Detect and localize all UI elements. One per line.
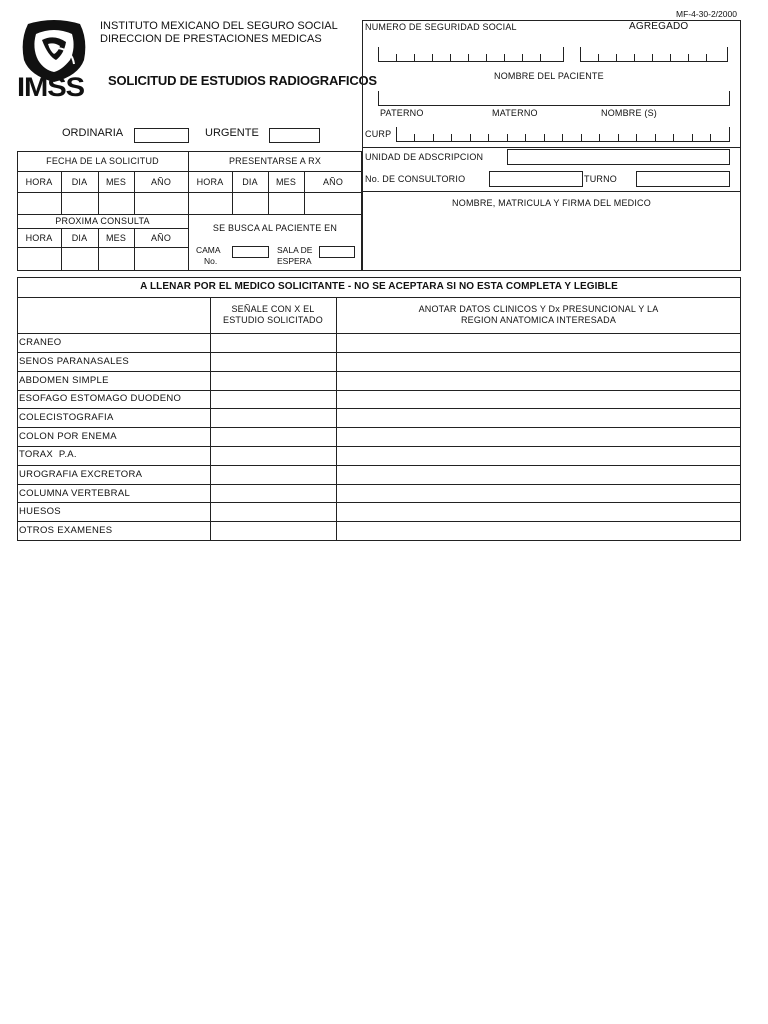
imss-logo bbox=[14, 20, 94, 102]
request-year-header: AÑO bbox=[150, 177, 172, 187]
study-mark-cell[interactable] bbox=[211, 466, 335, 484]
curp-label: CURP bbox=[365, 129, 392, 139]
study-mark-cell[interactable] bbox=[211, 372, 335, 390]
study-notes-cell[interactable] bbox=[337, 485, 740, 502]
ordinary-checkbox[interactable] bbox=[134, 128, 189, 143]
next-day-header: DIA bbox=[71, 233, 88, 243]
study-label: ABDOMEN SIMPLE bbox=[19, 375, 109, 386]
office-label: No. DE CONSULTORIO bbox=[365, 174, 466, 184]
shift-label: TURNO bbox=[584, 174, 617, 184]
study-label: ESOFAGO ESTOMAGO DUODENO bbox=[19, 393, 182, 404]
paternal-label: PATERNO bbox=[380, 108, 424, 118]
present-hour-header: HORA bbox=[196, 177, 224, 187]
urgent-checkbox[interactable] bbox=[269, 128, 320, 143]
shift-input[interactable] bbox=[636, 171, 730, 187]
study-mark-cell[interactable] bbox=[211, 522, 335, 540]
study-mark-cell[interactable] bbox=[211, 391, 335, 408]
unit-label: UNIDAD DE ADSCRIPCION bbox=[365, 152, 484, 162]
mark-study-header bbox=[210, 304, 336, 326]
study-row-huesos bbox=[17, 502, 210, 521]
study-notes-cell[interactable] bbox=[337, 353, 740, 371]
present-month-header: MES bbox=[275, 177, 297, 187]
present-year-header: AÑO bbox=[322, 177, 344, 187]
nss-label: NUMERO DE SEGURIDAD SOCIAL bbox=[365, 22, 517, 32]
patient-search-label: SE BUSCA AL PACIENTE EN bbox=[212, 223, 338, 233]
study-mark-cell[interactable] bbox=[211, 447, 335, 465]
patient-name-input[interactable] bbox=[378, 92, 730, 106]
study-row-esofago bbox=[17, 390, 210, 408]
department-name: DIRECCION DE PRESTACIONES MEDICAS bbox=[100, 33, 322, 45]
study-label: SENOS PARANASALES bbox=[19, 356, 129, 367]
clinical-notes-header bbox=[336, 304, 741, 326]
study-notes-cell[interactable] bbox=[337, 503, 740, 521]
study-row-torax bbox=[17, 446, 210, 465]
curp-input[interactable] bbox=[396, 128, 730, 142]
request-day-header: DIA bbox=[71, 177, 88, 187]
study-mark-cell[interactable] bbox=[211, 334, 335, 352]
nss-input[interactable] bbox=[378, 48, 564, 62]
given-name-label: NOMBRE (S) bbox=[601, 108, 657, 118]
study-notes-cell[interactable] bbox=[337, 522, 740, 540]
request-month-header: MES bbox=[105, 177, 127, 187]
bed-label-line1: CAMA bbox=[196, 245, 221, 255]
clinical-notes-header-line2: REGION ANATOMICA INTERESADA bbox=[460, 315, 617, 325]
study-mark-cell[interactable] bbox=[211, 485, 335, 502]
patient-name-label: NOMBRE DEL PACIENTE bbox=[494, 71, 604, 81]
study-mark-cell[interactable] bbox=[211, 409, 335, 427]
study-notes-cell[interactable] bbox=[337, 428, 740, 446]
study-label: UROGRAFIA EXCRETORA bbox=[19, 469, 143, 480]
request-date-label: FECHA DE LA SOLICITUD bbox=[46, 156, 159, 166]
unit-input[interactable] bbox=[507, 149, 730, 165]
waiting-room-label-line2: ESPERA bbox=[277, 256, 312, 266]
doctor-signature-area[interactable] bbox=[363, 212, 740, 270]
study-label: COLUMNA VERTEBRAL bbox=[19, 488, 131, 499]
urgent-label: URGENTE bbox=[205, 127, 259, 139]
bed-label bbox=[196, 245, 221, 267]
study-label: OTROS EXAMENES bbox=[19, 525, 113, 536]
study-label: TORAX P.A. bbox=[19, 449, 77, 460]
form-title: SOLICITUD DE ESTUDIOS RADIOGRAFICOS bbox=[108, 73, 377, 88]
study-notes-cell[interactable] bbox=[337, 334, 740, 352]
study-notes-cell[interactable] bbox=[337, 447, 740, 465]
study-label: COLON POR ENEMA bbox=[19, 431, 117, 442]
ordinary-label: ORDINARIA bbox=[62, 127, 124, 139]
study-row-otros bbox=[17, 521, 210, 541]
waiting-room-checkbox[interactable] bbox=[319, 246, 355, 258]
aggregate-input[interactable] bbox=[580, 48, 728, 62]
study-label: HUESOS bbox=[19, 506, 61, 517]
request-date-inputs[interactable] bbox=[18, 193, 188, 213]
present-date-inputs[interactable] bbox=[189, 193, 361, 213]
next-visit-label: PROXIMA CONSULTA bbox=[55, 216, 150, 226]
study-row-columna bbox=[17, 484, 210, 502]
study-row-colon bbox=[17, 427, 210, 446]
present-day-header: DIA bbox=[242, 177, 258, 187]
institution-name: INSTITUTO MEXICANO DEL SEGURO SOCIAL bbox=[100, 20, 338, 32]
study-mark-cell[interactable] bbox=[211, 503, 335, 521]
bed-label-line2: No. bbox=[204, 256, 218, 266]
request-hour-header: HORA bbox=[25, 177, 53, 187]
study-notes-cell[interactable] bbox=[337, 409, 740, 427]
study-row-urografia bbox=[17, 465, 210, 484]
mark-study-header-line1: SEÑALE CON X EL bbox=[231, 304, 315, 314]
study-label: CRANEO bbox=[19, 337, 62, 348]
study-mark-cell[interactable] bbox=[211, 428, 335, 446]
form-code: MF-4-30-2/2000 bbox=[676, 9, 737, 19]
mark-study-header-line2: ESTUDIO SOLICITADO bbox=[223, 315, 323, 325]
next-visit-inputs[interactable] bbox=[18, 248, 188, 270]
maternal-label: MATERNO bbox=[492, 108, 538, 118]
waiting-room-label bbox=[277, 245, 312, 267]
study-row-colecistografia bbox=[17, 408, 210, 427]
study-row-abdomen bbox=[17, 371, 210, 390]
next-year-header: AÑO bbox=[150, 233, 172, 243]
study-row-craneo bbox=[17, 333, 210, 352]
present-rx-label: PRESENTARSE A RX bbox=[228, 156, 322, 166]
office-input[interactable] bbox=[489, 171, 583, 187]
next-month-header: MES bbox=[105, 233, 127, 243]
doctor-signature-label: NOMBRE, MATRICULA Y FIRMA DEL MEDICO bbox=[452, 198, 651, 208]
bed-checkbox[interactable] bbox=[232, 246, 269, 258]
study-row-senos bbox=[17, 352, 210, 371]
logo-text: IMSS bbox=[17, 72, 84, 102]
studies-banner: A LLENAR POR EL MEDICO SOLICITANTE - NO SE ACEPTARA SI NO ESTA COMPLETA Y LEGIBLE bbox=[140, 281, 618, 292]
waiting-room-label-line1: SALA DE bbox=[277, 245, 313, 255]
study-notes-cell[interactable] bbox=[337, 391, 740, 408]
study-label: COLECISTOGRAFIA bbox=[19, 412, 114, 423]
study-notes-cell[interactable] bbox=[337, 466, 740, 484]
study-mark-cell[interactable] bbox=[211, 353, 335, 371]
clinical-notes-header-line1: ANOTAR DATOS CLINICOS Y Dx PRESUNCIONAL Y LA bbox=[418, 304, 659, 314]
aggregate-label: AGREGADO bbox=[629, 21, 689, 32]
study-notes-cell[interactable] bbox=[337, 372, 740, 390]
next-hour-header: HORA bbox=[25, 233, 53, 243]
